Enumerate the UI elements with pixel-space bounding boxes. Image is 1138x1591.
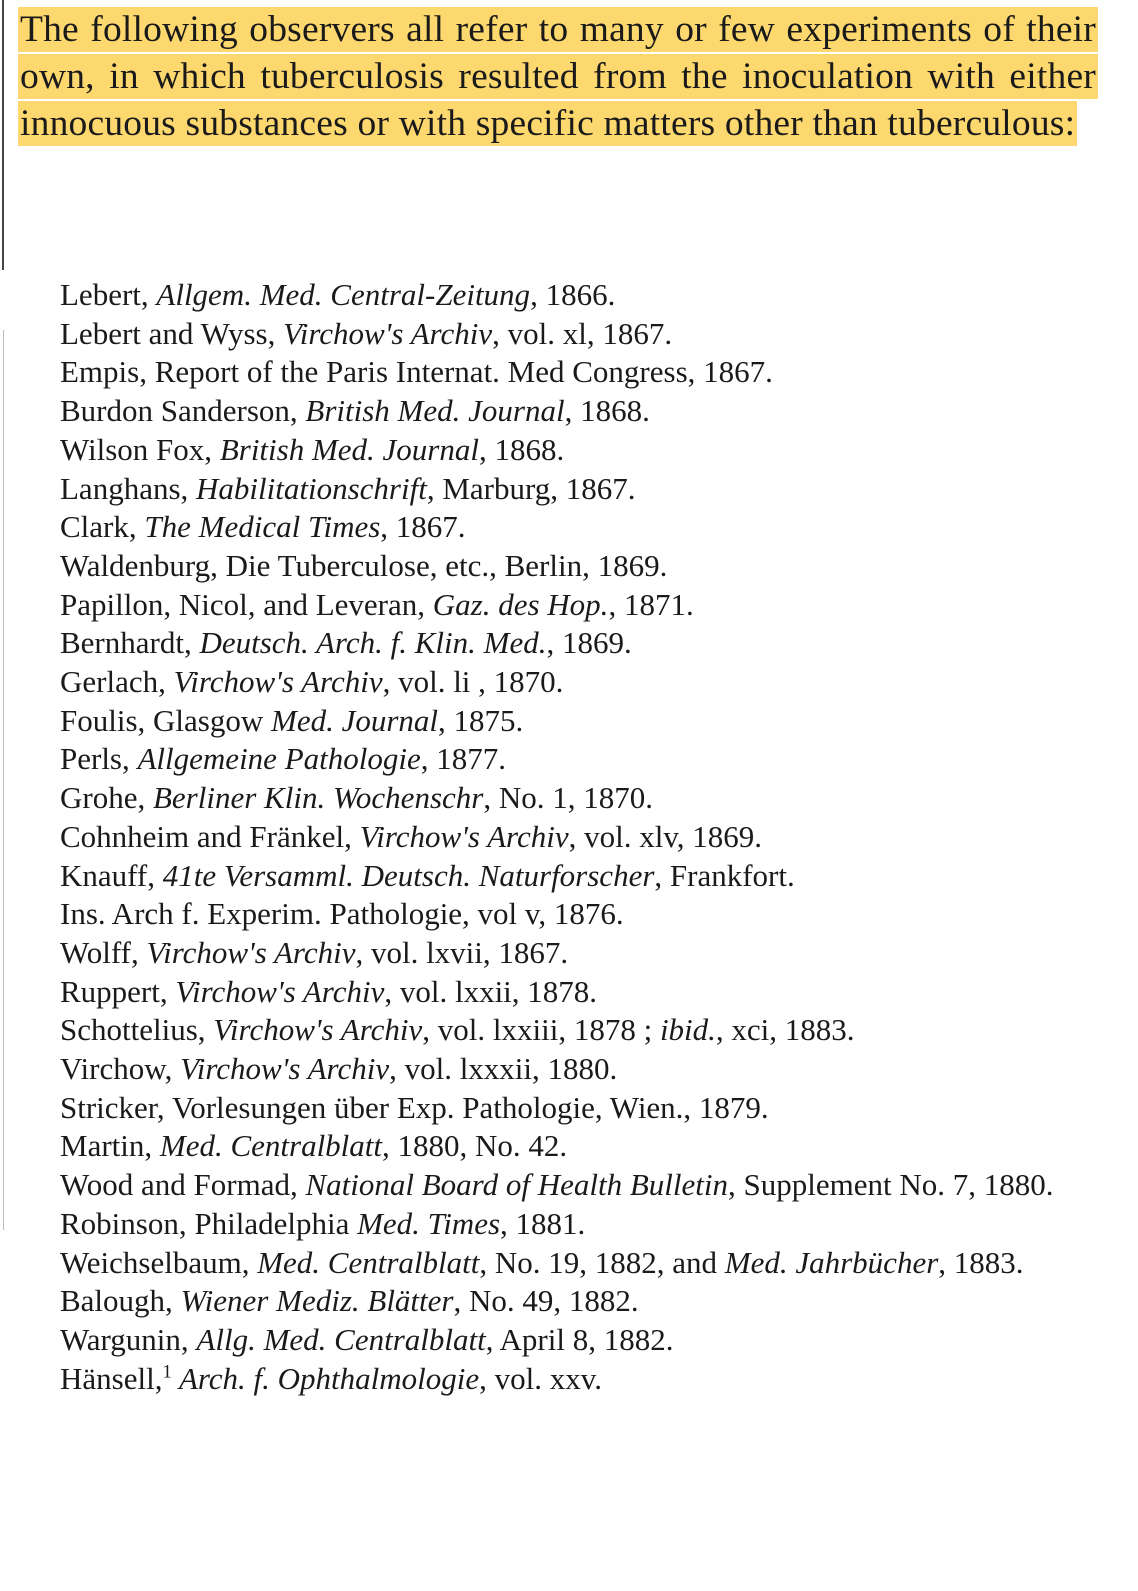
reference-details: , No. 1, 1870. (483, 780, 653, 816)
reference-entry (20, 779, 1092, 818)
reference-title: Deutsch. Arch. f. Klin. Med. (199, 625, 547, 661)
reference-details: , 1869. (546, 625, 632, 661)
reference-details: , vol. lxxiii, 1878 ; (422, 1012, 660, 1048)
reference-details: , vol. xxv. (479, 1360, 603, 1396)
reference-entry (20, 508, 1092, 547)
reference-entry (20, 586, 1092, 625)
reference-author: Clark, (60, 509, 145, 545)
reference-author: Wolff, (60, 934, 147, 970)
reference-details: , xci, 1883. (715, 1012, 855, 1048)
reference-entry (20, 1127, 1092, 1166)
reference-entry (20, 547, 1092, 586)
reference-author: Waldenburg, Die Tuberculose, etc., Berlin, 1869. (60, 547, 668, 583)
reference-details: , No. 19, 1882, and (479, 1244, 725, 1280)
reference-details: , 1867. (380, 509, 466, 545)
reference-title: National Board of Health Bulletin (305, 1167, 728, 1203)
reference-title: Virchow's Archiv (283, 315, 493, 351)
reference-title: Med. Jahrbücher (724, 1244, 939, 1280)
reference-author: Papillon, Nicol, and Leveran, (60, 586, 433, 622)
reference-author: Lebert and Wyss, (60, 315, 284, 351)
reference-author: Empis, Report of the Paris Internat. Med Congress, 1867. (60, 354, 773, 390)
reference-entry (20, 353, 1092, 392)
reference-details: , 1866. (530, 277, 616, 312)
reference-author: Stricker, Vorlesungen über Exp. Pathologie, Wien., 1879. (60, 1089, 769, 1125)
reference-author: Hänsell, (60, 1360, 163, 1396)
reference-author: Ruppert, (60, 973, 176, 1009)
reference-details: , 1883. (938, 1244, 1024, 1280)
reference-details: , No. 49, 1882. (453, 1283, 639, 1319)
reference-title: Allgemeine Pathologie (137, 741, 421, 777)
highlighted-text[interactable]: The following observers all refer to many or few experiments of their own, in which tuberculosis resulted from the inoculation with either innocuous substances or with specific matters other than tuberculous: (20, 9, 1096, 144)
reference-title: 41te Versamml. Deutsch. Naturforscher (162, 857, 655, 893)
reference-title: Berliner Klin. Wochenschr (152, 780, 484, 816)
reference-entry (20, 818, 1092, 857)
reference-details: , 1881. (500, 1205, 586, 1241)
reference-details: , 1871. (608, 586, 694, 622)
reference-title: British Med. Journal (219, 431, 479, 467)
reference-details: , vol. li , 1870. (382, 664, 564, 700)
reference-author: Ins. Arch f. Experim. Pathologie, vol v, 1876. (60, 896, 624, 932)
reference-entry (20, 740, 1092, 779)
reference-title: Virchow's Archiv (180, 1051, 390, 1087)
reference-details: , 1877. (420, 741, 506, 777)
reference-author: Wilson Fox, (60, 431, 220, 467)
reference-details: , Frankfort. (654, 857, 795, 893)
reference-author: Foulis, Glasgow (60, 702, 271, 738)
reference-details: , 1868. (564, 393, 650, 429)
footnote-marker: 1 (162, 1361, 172, 1383)
reference-title: Virchow's Archiv (175, 973, 385, 1009)
reference-author: Burdon Sanderson, (60, 393, 306, 429)
reference-author: Schottelius, (60, 1012, 214, 1048)
reference-details: , 1880, No. 42. (382, 1128, 568, 1164)
reference-details: , 1875. (438, 702, 524, 738)
reference-title: Allg. Med. Centralblatt (196, 1321, 486, 1357)
reference-entry (20, 1205, 1092, 1244)
reference-author: Wargunin, (60, 1321, 197, 1357)
reference-details: , April 8, 1882. (485, 1321, 674, 1357)
reference-title: Wiener Mediz. Blätter (180, 1283, 454, 1319)
reference-entry (20, 1282, 1092, 1321)
reference-author: Knauff, (60, 857, 163, 893)
reference-entry (20, 315, 1092, 354)
reference-list (20, 276, 1092, 1398)
reference-entry (20, 1321, 1092, 1360)
reference-author: Langhans, (60, 470, 197, 506)
page-edge-line-faint (3, 330, 4, 1230)
reference-title: Virchow's Archiv (213, 1012, 423, 1048)
reference-entry (20, 663, 1092, 702)
reference-author: Weichselbaum, (60, 1244, 258, 1280)
reference-author: Robinson, Philadelphia (60, 1205, 358, 1241)
reference-author: Gerlach, (60, 664, 174, 700)
reference-entry (20, 895, 1092, 934)
reference-entry (20, 857, 1092, 896)
reference-entry (20, 1050, 1092, 1089)
reference-title: Med. Centralblatt (159, 1128, 383, 1164)
reference-author: Perls, (60, 741, 138, 777)
reference-entry (20, 392, 1092, 431)
reference-title: Med. Centralblatt (257, 1244, 480, 1280)
reference-entry (20, 276, 1092, 315)
reference-title: Virchow's Archiv (359, 818, 569, 854)
reference-entry (20, 934, 1092, 973)
reference-author: Grohe, (60, 780, 153, 816)
reference-entry (20, 702, 1092, 741)
reference-title: Med. Times (357, 1205, 501, 1241)
reference-author: Cohnheim and Fränkel, (60, 818, 360, 854)
reference-entry (20, 973, 1092, 1012)
reference-entry (20, 470, 1092, 509)
reference-entry (20, 431, 1092, 470)
reference-entry (20, 624, 1092, 663)
reference-entry (20, 1360, 1092, 1399)
reference-details: , vol. lxxxii, 1880. (389, 1051, 618, 1087)
reference-details: , vol. xl, 1867. (492, 315, 673, 351)
reference-entry (20, 1244, 1092, 1283)
page-edge-line (2, 0, 4, 270)
reference-author: Wood and Formad, (60, 1167, 306, 1203)
reference-title: Gaz. des Hop. (432, 586, 609, 622)
reference-title: Virchow's Archiv (173, 664, 383, 700)
reference-entry (20, 1089, 1092, 1128)
reference-title: Allgem. Med. Central-Zeitung (156, 277, 531, 312)
reference-title: Habilitationschrift (196, 470, 427, 506)
reference-details: , Marburg, 1867. (426, 470, 636, 506)
reference-details: , vol. lxvii, 1867. (355, 934, 569, 970)
reference-author: Virchow, (60, 1051, 181, 1087)
reference-details: , vol. xlv, 1869. (568, 818, 763, 854)
reference-details: , 1868. (478, 431, 565, 467)
reference-title: Med. Journal (271, 702, 439, 738)
intro-paragraph (18, 6, 1098, 147)
reference-title: ibid. (659, 1012, 716, 1048)
reference-author: Lebert, (60, 277, 157, 312)
reference-author: Martin, (60, 1128, 160, 1164)
reference-title: Arch. f. Ophthalmologie (171, 1360, 480, 1396)
reference-title: Virchow's Archiv (146, 934, 356, 970)
reference-entry (20, 1011, 1092, 1050)
reference-details: , Supplement No. 7, 1880. (727, 1167, 1054, 1203)
reference-title: British Med. Journal (305, 393, 565, 429)
reference-entry (20, 1166, 1092, 1205)
reference-details: , vol. lxxii, 1878. (384, 973, 598, 1009)
reference-title: The Medical Times (144, 509, 381, 545)
reference-author: Balough, (60, 1283, 181, 1319)
reference-author: Bernhardt, (60, 625, 200, 661)
